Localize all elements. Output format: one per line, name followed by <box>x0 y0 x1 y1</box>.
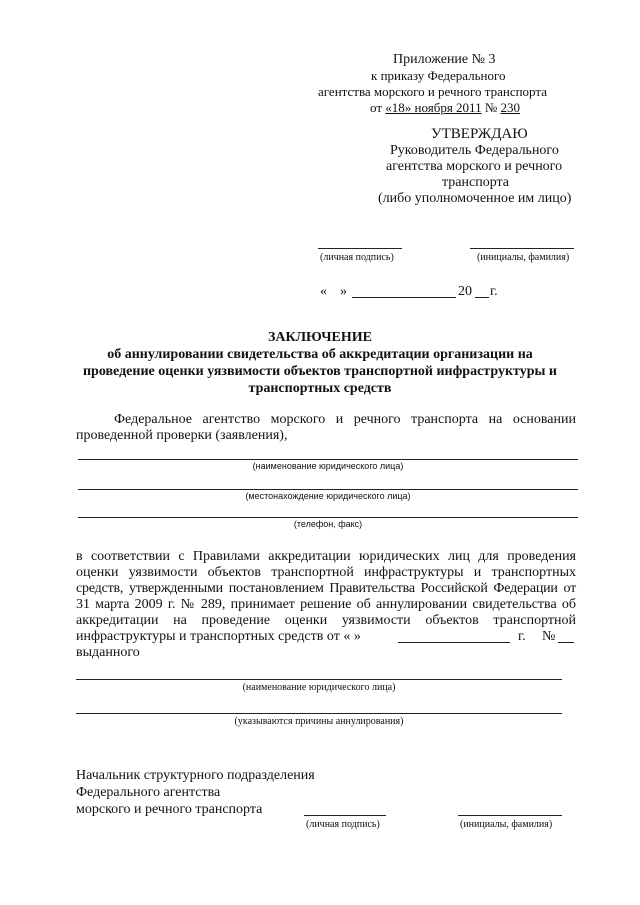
legal-name-caption: (наименование юридического лица) <box>252 461 404 471</box>
reasons-caption: (указываются причины аннулирования) <box>234 716 404 727</box>
approval-heading: УТВЕРЖДАЮ <box>431 126 528 142</box>
reasons-field-line <box>76 713 562 714</box>
approval-name-line <box>470 248 574 249</box>
legal-name-caption-2: (наименование юридического лица) <box>242 682 396 693</box>
appendix-line1: Приложение № 3 <box>393 52 496 67</box>
document-title: ЗАКЛЮЧЕНИЕ <box>267 330 373 345</box>
body-line7: выданного <box>76 645 140 660</box>
appendix-line4 <box>370 100 520 116</box>
approval-date-close: » <box>340 284 347 299</box>
signatory-line3: морского и речного транспорта <box>76 802 263 817</box>
intro-line2: проведенной проверки (заявления), <box>76 428 288 443</box>
location-field-line <box>78 489 578 490</box>
document-subtitle-line3: транспортных средств <box>248 381 392 396</box>
legal-name-field-line <box>78 459 578 460</box>
body-line6-prefix: инфраструктуры и транспортных средств от « » <box>76 629 361 644</box>
signatory-name-caption: (инициалы, фамилия) <box>460 819 553 830</box>
phone-caption: (телефон, факс) <box>293 519 363 529</box>
appendix-date-prefix: от <box>370 100 386 115</box>
body-date-line <box>398 642 510 643</box>
intro-line1: Федеральное агентство морского и речного транспорта на основании <box>114 412 576 427</box>
body-number-sign: № <box>542 629 556 644</box>
appendix-line3: агентства морского и речного транспорта <box>318 84 547 99</box>
appendix-date: «18» ноября 2011 <box>385 100 482 115</box>
approval-signature-line <box>318 248 402 249</box>
phone-field-line <box>78 517 578 518</box>
approval-line4: (либо уполномоченное им лицо) <box>378 191 572 206</box>
approval-date-open: « <box>320 284 327 299</box>
document-subtitle-line1: об аннулировании свидетельства об аккредитации организации на <box>107 347 533 362</box>
body-number-line <box>558 642 574 643</box>
approval-line3: транспорта <box>442 175 510 190</box>
approval-name-caption: (инициалы, фамилия) <box>477 252 570 263</box>
appendix-number-sign: № <box>481 100 501 115</box>
body-line2: оценки уязвимости объектов транспортной инфраструктуры и транспортных <box>76 565 576 580</box>
approval-line1: Руководитель Федерального <box>390 143 559 158</box>
appendix-line2: к приказу Федерального <box>371 68 506 83</box>
approval-year-prefix: 20 <box>458 284 472 299</box>
signatory-line2: Федерального агентства <box>76 785 221 800</box>
approval-line2: агентства морского и речного <box>386 159 563 174</box>
document-subtitle-line2: проведение оценки уязвимости объектов транспортной инфраструктуры и <box>82 364 557 379</box>
body-line1: в соответствии с Правилами аккредитации юридических лиц для проведения <box>76 549 576 564</box>
approval-year-suffix: г. <box>490 284 498 299</box>
body-line3: средств, утвержденными постановлением Правительства Российской Федерации от <box>76 581 576 596</box>
signatory-signature-line <box>304 815 386 816</box>
approval-date-line <box>352 297 456 298</box>
appendix-number: 230 <box>500 100 520 115</box>
body-line4: 31 марта 2009 г. № 289, принимает решение об аннулировании свидетельства об <box>76 597 576 612</box>
body-year-suffix: г. <box>518 629 526 644</box>
approval-year-line <box>475 297 489 298</box>
location-caption: (местонахождение юридического лица) <box>245 491 411 501</box>
signatory-line1: Начальник структурного подразделения <box>76 768 315 783</box>
signatory-name-line <box>458 815 562 816</box>
body-line5: аккредитации на проведение оценки уязвимости объектов транспортной <box>76 613 576 628</box>
legal-name-field-line-2 <box>76 679 562 680</box>
approval-signature-caption: (личная подпись) <box>320 252 394 263</box>
signatory-signature-caption: (личная подпись) <box>306 819 380 830</box>
